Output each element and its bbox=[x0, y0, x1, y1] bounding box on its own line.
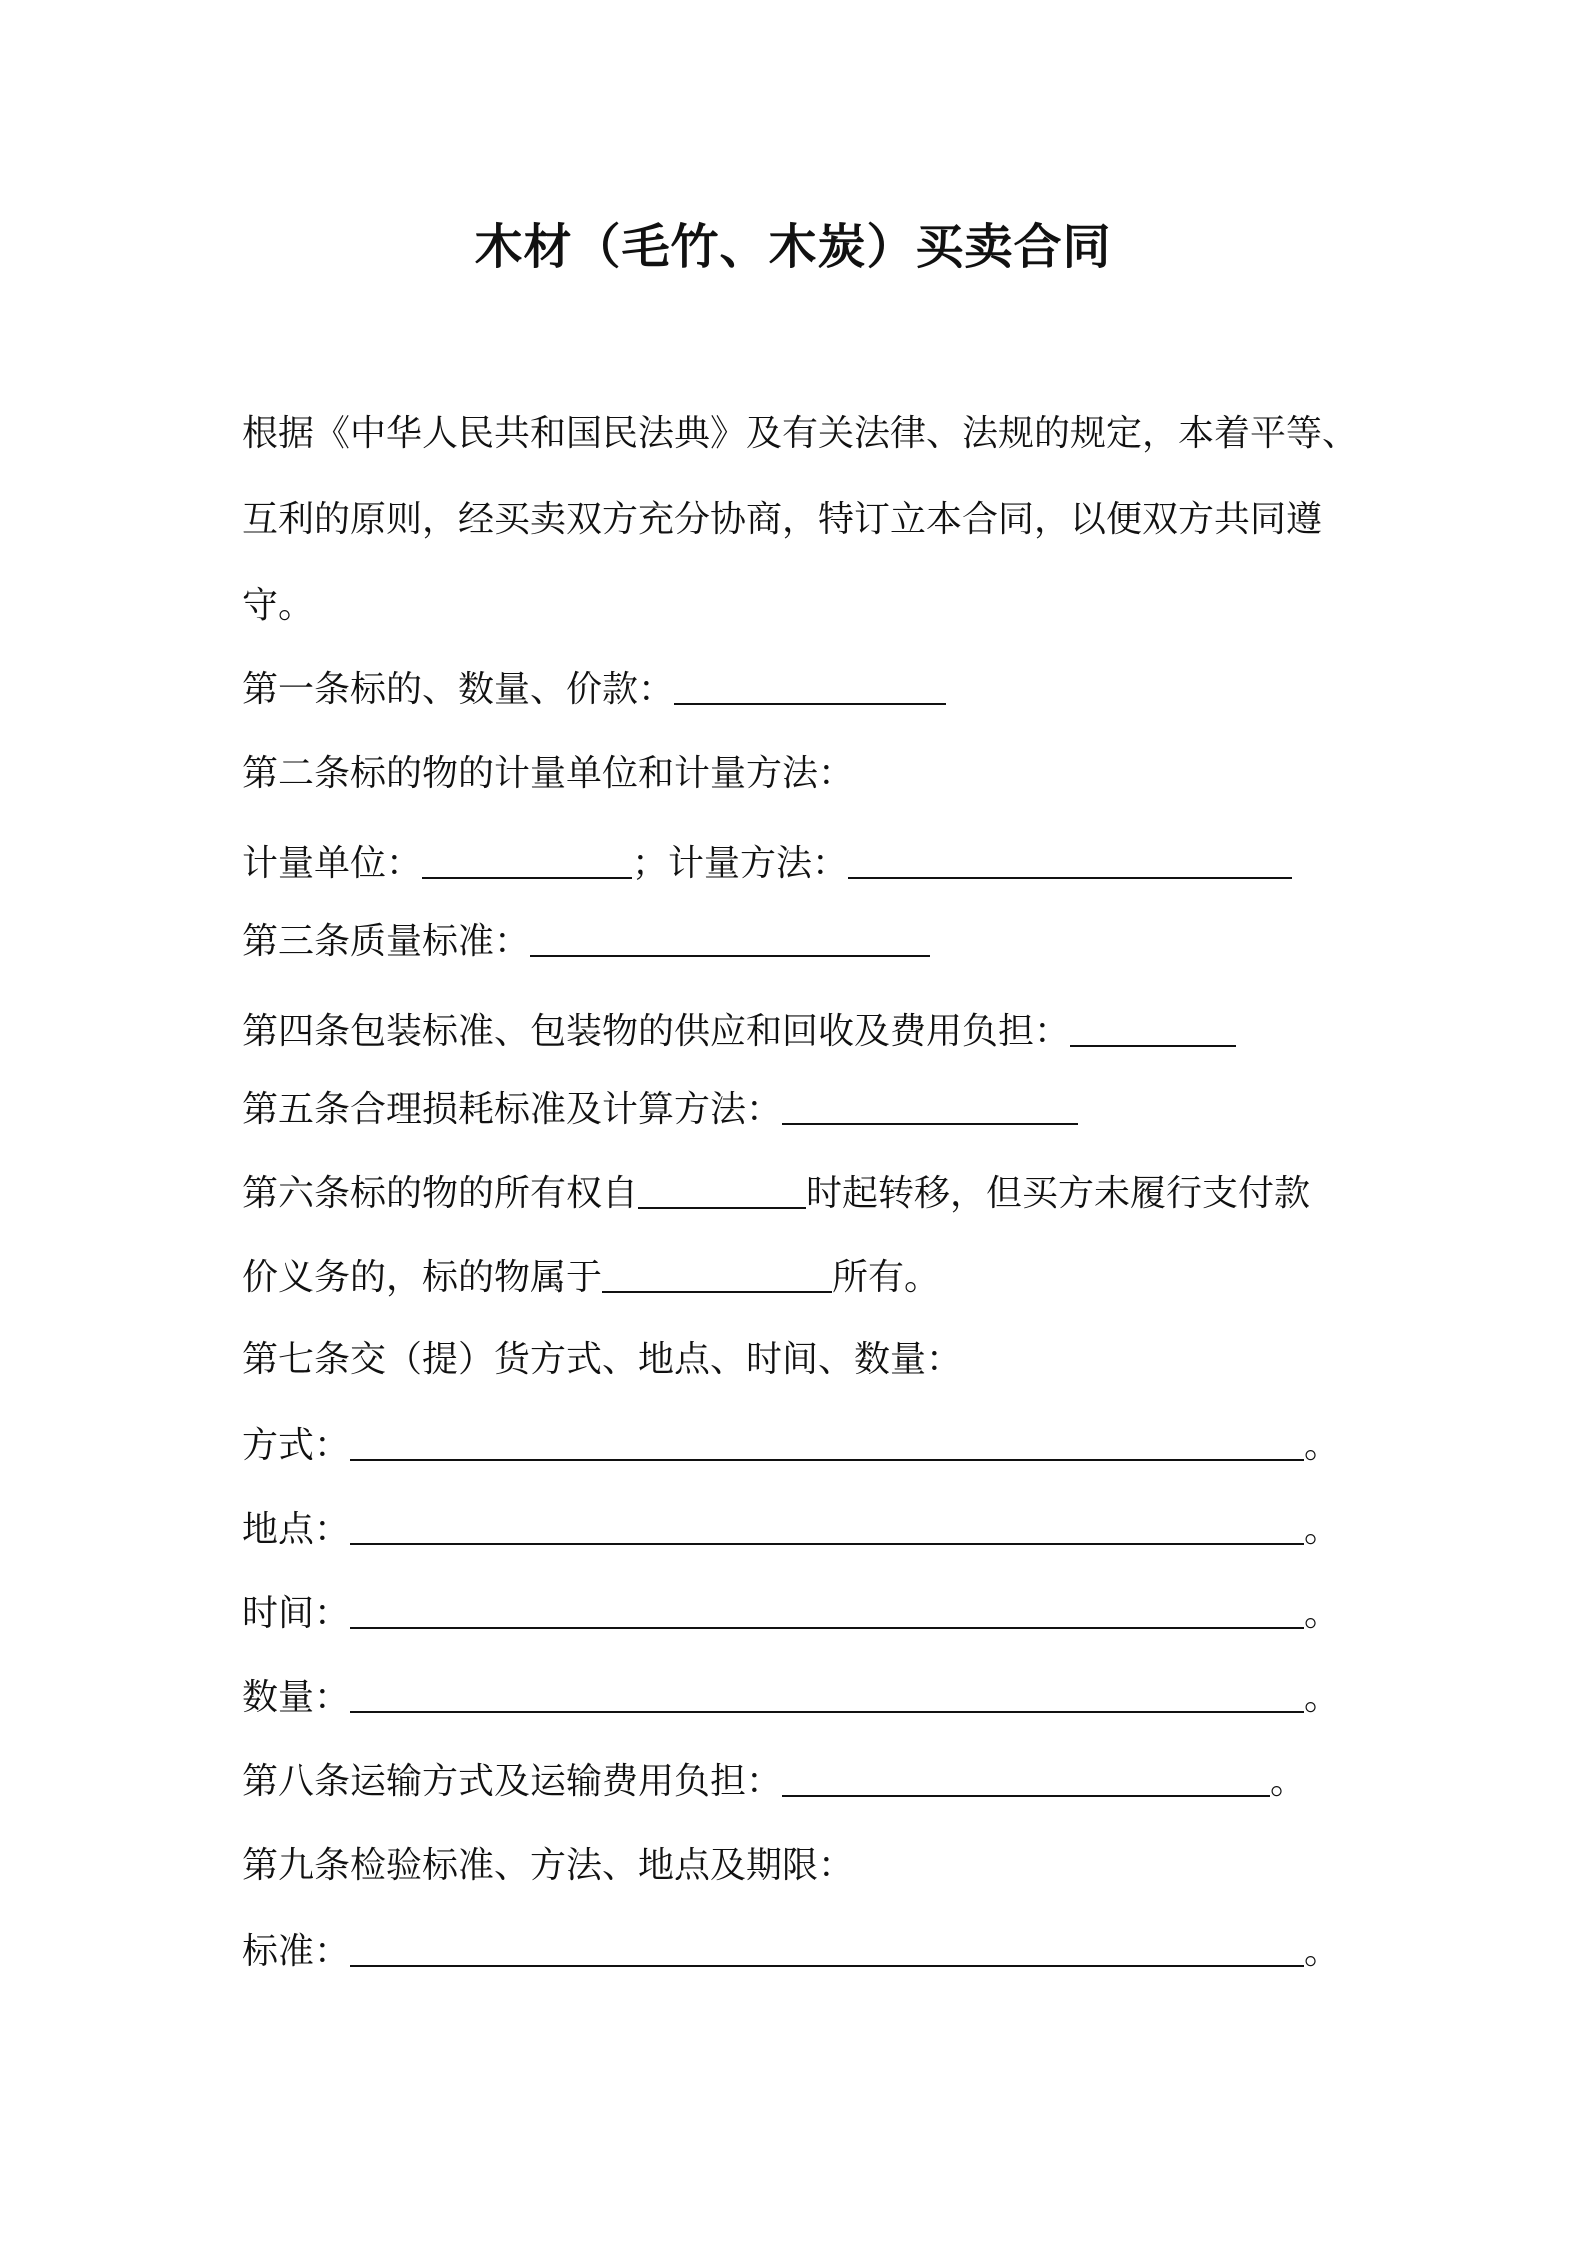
clause-3 bbox=[242, 918, 1362, 966]
clause-7: 第七条交（提）货方式、地点、时间、数量： bbox=[242, 1339, 963, 1380]
clause-1 bbox=[242, 666, 1362, 714]
measure-method-blank[interactable] bbox=[848, 845, 1292, 879]
delivery-quantity-blank[interactable] bbox=[350, 1679, 1304, 1713]
delivery-way bbox=[242, 1422, 1362, 1470]
inspection-standard-label: 标准： bbox=[242, 1931, 351, 1972]
clause-1-label: 第一条标的、数量、价款： bbox=[242, 669, 675, 710]
delivery-way-period: 。 bbox=[1304, 1425, 1341, 1466]
clause-6-part-d: 所有。 bbox=[832, 1257, 941, 1298]
inspection-standard-blank[interactable] bbox=[350, 1933, 1304, 1967]
delivery-place-label: 地点： bbox=[242, 1509, 351, 1550]
measure-method-label: 计量方法： bbox=[668, 843, 849, 884]
clause-4 bbox=[242, 1008, 1362, 1056]
clause-8-blank[interactable] bbox=[782, 1763, 1270, 1797]
delivery-place-blank[interactable] bbox=[350, 1511, 1304, 1545]
delivery-time-blank[interactable] bbox=[350, 1595, 1304, 1629]
ownership-holder-blank[interactable] bbox=[602, 1259, 832, 1293]
clause-6-part-a: 第六条标的物的所有权自 bbox=[242, 1173, 639, 1214]
clause-6-line-1 bbox=[242, 1170, 1362, 1218]
clause-6-part-c: 价义务的，标的物属于 bbox=[242, 1257, 603, 1298]
document-title: 木材（毛竹、木炭）买卖合同 bbox=[474, 219, 1112, 275]
delivery-way-blank[interactable] bbox=[350, 1427, 1304, 1461]
clause-3-blank[interactable] bbox=[530, 923, 930, 957]
delivery-time-period: 。 bbox=[1304, 1593, 1341, 1634]
delivery-place bbox=[242, 1506, 1362, 1554]
intro-line-2: 互利的原则，经买卖双方充分协商，特订立本合同，以便双方共同遵 bbox=[242, 499, 1323, 540]
clause-8-label: 第八条运输方式及运输费用负担： bbox=[242, 1761, 783, 1802]
measure-unit-label: 计量单位： bbox=[242, 843, 423, 884]
clause-2: 第二条标的物的计量单位和计量方法： bbox=[242, 753, 855, 794]
clause-4-blank[interactable] bbox=[1070, 1013, 1236, 1047]
clause-2-detail bbox=[242, 840, 1362, 888]
measure-unit-blank[interactable] bbox=[422, 845, 632, 879]
delivery-time-label: 时间： bbox=[242, 1593, 351, 1634]
delivery-time bbox=[242, 1590, 1362, 1638]
delivery-place-period: 。 bbox=[1304, 1509, 1341, 1550]
clause-8-period: 。 bbox=[1270, 1761, 1307, 1802]
measure-separator: ； bbox=[632, 843, 669, 884]
clause-9: 第九条检验标准、方法、地点及期限： bbox=[242, 1845, 855, 1886]
ownership-transfer-blank[interactable] bbox=[638, 1175, 806, 1209]
clause-6-part-b: 时起转移，但买方未履行支付款 bbox=[806, 1173, 1311, 1214]
inspection-standard bbox=[242, 1928, 1362, 1976]
clause-5 bbox=[242, 1086, 1362, 1134]
delivery-quantity bbox=[242, 1674, 1362, 1722]
intro-line-3: 守。 bbox=[242, 585, 315, 626]
intro-line-1: 根据《中华人民共和国民法典》及有关法律、法规的规定，本着平等、 bbox=[242, 413, 1359, 454]
delivery-way-label: 方式： bbox=[242, 1425, 351, 1466]
clause-4-label: 第四条包装标准、包装物的供应和回收及费用负担： bbox=[242, 1011, 1071, 1052]
delivery-quantity-period: 。 bbox=[1304, 1677, 1341, 1718]
clause-5-blank[interactable] bbox=[782, 1091, 1078, 1125]
clause-5-label: 第五条合理损耗标准及计算方法： bbox=[242, 1089, 783, 1130]
inspection-standard-period: 。 bbox=[1304, 1931, 1341, 1972]
clause-6-line-2 bbox=[242, 1254, 1362, 1302]
clause-3-label: 第三条质量标准： bbox=[242, 921, 531, 962]
clause-1-blank[interactable] bbox=[674, 671, 946, 705]
delivery-quantity-label: 数量： bbox=[242, 1677, 351, 1718]
clause-8 bbox=[242, 1758, 1362, 1806]
